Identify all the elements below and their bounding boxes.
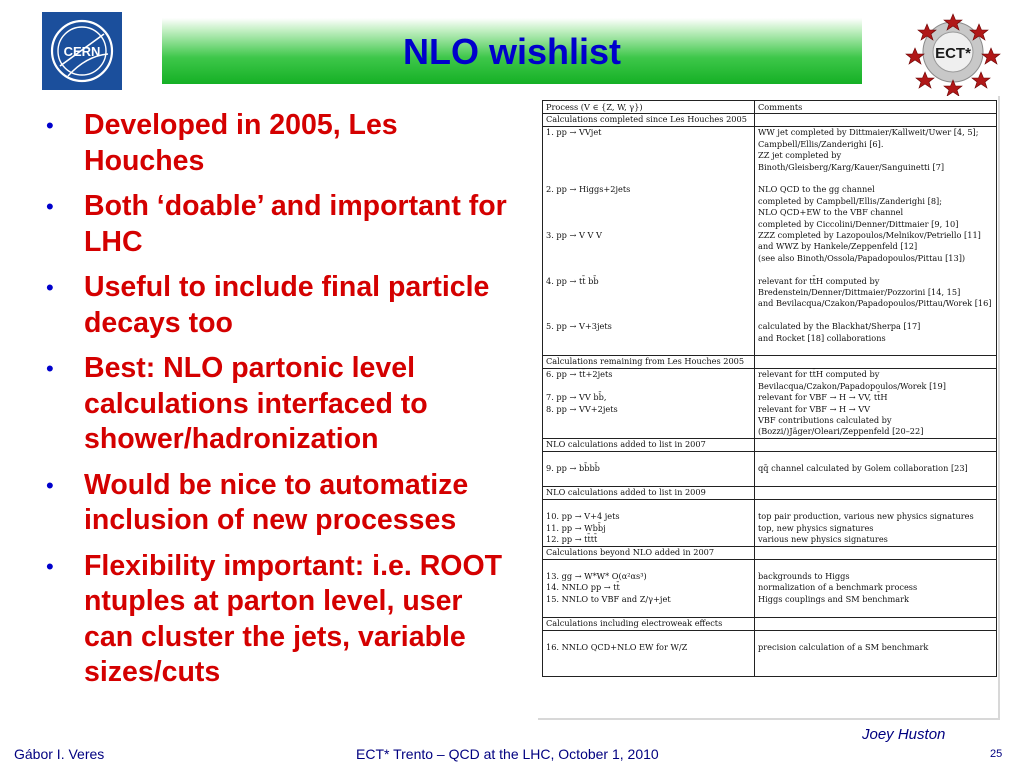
cell-line: relevant for tt̄H computed by (758, 369, 880, 380)
process-cell (543, 500, 755, 547)
comments-cell (755, 369, 997, 438)
section-title: Calculations beyond NLO added in 2007 (543, 546, 755, 559)
cell-line: WW jet completed by Dittmaier/Kallweit/Uwer [4, 5]; (758, 127, 979, 138)
bullet-item (44, 189, 514, 260)
bullet-text: Flexibility important: i.e. ROOT ntuples at parton level, user can cluster the jets, variable sizes/cuts (84, 549, 503, 688)
title-banner (162, 18, 862, 84)
blank-line (546, 415, 751, 426)
blank-line (758, 605, 993, 616)
cell-line: 10. pp → V+4 jets (546, 511, 620, 522)
blank-line (546, 196, 751, 207)
table-row (543, 500, 997, 547)
cell-line: completed by Ciccolini/Denner/Dittmaier [9, 10] (758, 218, 959, 229)
bullet-marker: • (46, 113, 54, 138)
section-empty-cell (755, 114, 997, 127)
footer-presenter: Gábor I. Veres (14, 746, 105, 762)
bullet-text: Best: NLO partonic level calculations interfaced to shower/hadronization (84, 352, 428, 455)
section-empty-cell (755, 487, 997, 500)
cell-line: and Bevilacqua/Czakon/Papadopoulos/Pittau/Worek [16] (758, 298, 992, 309)
cell-line: relevant for VBF → H → VV (758, 403, 871, 414)
cell-line: (Bozzi/)Jäger/Oleari/Zeppenfeld [20–22] (758, 426, 924, 437)
cell-line: Binoth/Gleisberg/Karg/Kauer/Sanguinetti [7] (758, 161, 945, 172)
cell-line: 6. pp → tt̄+2jets (546, 369, 613, 380)
process-cell (543, 276, 755, 322)
bullet-marker: • (46, 194, 54, 219)
blank-line (546, 500, 751, 511)
table-row (543, 276, 997, 322)
cell-line: Bredenstein/Denner/Dittmaier/Pozzorini [14, 15] (758, 287, 961, 298)
table-row (543, 184, 997, 230)
bullet-marker: • (46, 472, 54, 498)
blank-line (546, 150, 751, 161)
bullet-item (44, 468, 514, 539)
table-row (543, 451, 997, 486)
section-title: NLO calculations added to list in 2009 (543, 487, 755, 500)
author-credit: Joey Huston (862, 726, 946, 743)
bullet-marker: • (46, 356, 54, 381)
cern-logo-icon (46, 16, 118, 86)
cell-line: VBF contributions calculated by (758, 415, 892, 426)
blank-line (546, 219, 751, 230)
table-section-row (543, 356, 997, 369)
section-empty-cell (755, 546, 997, 559)
process-cell (543, 321, 755, 356)
bullet-item (44, 270, 514, 341)
blank-line (758, 310, 993, 321)
process-cell (543, 451, 755, 486)
section-empty-cell (755, 617, 997, 630)
blank-line (546, 605, 751, 616)
blank-line (546, 264, 751, 275)
process-cell (543, 369, 755, 438)
cell-line: 3. pp → V V V (546, 230, 602, 240)
blank-line (546, 253, 751, 264)
process-cell (543, 630, 755, 677)
cern-logo (42, 12, 122, 90)
ect-logo (905, 8, 1001, 96)
table-section-row (543, 114, 997, 127)
cell-line: NLO QCD+EW to the VBF channel (758, 207, 904, 218)
bullet-item (44, 108, 514, 179)
cell-line: precision calculation of a SM benchmark (758, 642, 929, 653)
comments-cell (755, 559, 997, 617)
cell-line: normalization of a benchmark process (758, 582, 918, 593)
table-row (543, 230, 997, 276)
wishlist-table-image (538, 96, 1000, 720)
cell-line: relevant for VBF → H → VV, tt̄H (758, 392, 888, 403)
cell-line: completed by Campbell/Ellis/Zanderighi [8]; (758, 195, 943, 206)
blank-line (546, 631, 751, 642)
blank-line (546, 560, 751, 571)
cell-line: 12. pp → tt̄tt̄ (546, 534, 598, 545)
blank-line (546, 381, 751, 392)
bullet-item (44, 351, 514, 458)
cell-line: 15. NNLO to VBF and Z/γ+jet (546, 593, 671, 604)
cell-line: backgrounds to Higgs (758, 571, 850, 582)
cell-line: 8. pp → VV+2jets (546, 403, 618, 414)
cell-line: top pair production, various new physics signatures (758, 511, 974, 522)
table-row (543, 559, 997, 617)
cell-line: 11. pp → Wbb̄j (546, 522, 606, 533)
cell-line: 16. NNLO QCD+NLO EW for W/Z (546, 642, 688, 653)
blank-line (546, 173, 751, 184)
bullet-text: Both ‘doable’ and important for LHC (84, 190, 507, 258)
blank-line (758, 631, 993, 642)
cell-line: 13. gg → W*W* O(α²αs³) (546, 571, 647, 582)
comments-cell (755, 500, 997, 547)
cern-logo-text: CERN (63, 44, 101, 59)
table-row (543, 127, 997, 184)
table-row (543, 369, 997, 438)
blank-line (546, 344, 751, 355)
blank-line (758, 264, 993, 275)
section-empty-cell (755, 356, 997, 369)
comments-cell (755, 630, 997, 677)
comments-cell (755, 127, 997, 184)
table-row (543, 630, 997, 677)
bullet-text: Developed in 2005, Les Houches (84, 109, 398, 177)
cell-line: 4. pp → tt̄ bb̄ (546, 275, 599, 286)
process-cell (543, 230, 755, 276)
wishlist-table (542, 100, 997, 677)
bullet-marker: • (46, 553, 54, 579)
cell-line: and Rocket [18] collaborations (758, 332, 886, 343)
comments-cell (755, 184, 997, 230)
table-row (543, 321, 997, 356)
blank-line (758, 665, 993, 676)
cell-line: various new physics signatures (758, 534, 888, 545)
cell-line: calculated by the Blackhat/Sherpa [17] (758, 321, 921, 332)
table-header-cell: Comments (755, 101, 997, 114)
process-cell (543, 127, 755, 184)
bullet-text: Useful to include final particle decays too (84, 271, 490, 339)
cell-line: top, new physics signatures (758, 522, 874, 533)
blank-line (546, 287, 751, 298)
blank-line (546, 333, 751, 344)
slide-title: NLO wishlist (402, 31, 622, 72)
blank-line (546, 665, 751, 676)
table-header-cell: Process (V ∈ {Z, W, γ}) (543, 101, 755, 114)
process-cell (543, 559, 755, 617)
table-section-row (543, 617, 997, 630)
page-number: 25 (990, 748, 1003, 760)
blank-line (546, 162, 751, 173)
cell-line: 9. pp → bb̄bb̄ (546, 463, 600, 474)
table-section-row (543, 487, 997, 500)
comments-cell (755, 451, 997, 486)
cell-line: NLO QCD to the gg channel (758, 184, 875, 195)
cell-line: 14. NNLO pp → tt̄ (546, 582, 620, 593)
blank-line (546, 653, 751, 664)
blank-line (546, 475, 751, 486)
ect-logo-text: ECT* (935, 45, 971, 62)
blank-line (546, 426, 751, 437)
table-section-row (543, 546, 997, 559)
blank-line (546, 452, 751, 463)
blank-line (758, 653, 993, 664)
blank-line (758, 452, 993, 463)
cell-line: Campbell/Ellis/Zanderighi [6]. (758, 138, 884, 149)
bullet-marker: • (46, 275, 54, 300)
bullet-item (44, 549, 514, 691)
bullet-list (44, 108, 514, 701)
table-header-row (543, 101, 997, 114)
blank-line (546, 298, 751, 309)
section-title: NLO calculations added to list in 2007 (543, 438, 755, 451)
cell-line: (see also Binoth/Ossola/Papadopoulos/Pittau [13]) (758, 252, 966, 263)
blank-line (758, 344, 993, 355)
blank-line (546, 139, 751, 150)
section-title: Calculations including electroweak effects (543, 617, 755, 630)
section-title: Calculations remaining from Les Houches 2005 (543, 356, 755, 369)
blank-line (758, 500, 993, 511)
cell-line: Bevilacqua/Czakon/Papadopoulos/Worek [19] (758, 380, 946, 391)
cell-line: Higgs couplings and SM benchmark (758, 593, 909, 604)
section-empty-cell (755, 438, 997, 451)
blank-line (546, 207, 751, 218)
cell-line: 2. pp → Higgs+2jets (546, 184, 631, 195)
blank-line (758, 475, 993, 486)
comments-cell (755, 230, 997, 276)
cell-line: 5. pp → V+3jets (546, 321, 612, 332)
cell-line: 7. pp → VV bb̄, (546, 392, 607, 403)
comments-cell (755, 276, 997, 322)
comments-cell (755, 321, 997, 356)
blank-line (546, 310, 751, 321)
table-section-row (543, 438, 997, 451)
process-cell (543, 184, 755, 230)
section-title: Calculations completed since Les Houches 2005 (543, 114, 755, 127)
blank-line (758, 560, 993, 571)
ect-star-ring-icon (905, 8, 1001, 96)
cell-line: qq̄ channel calculated by Golem collaboration [23] (758, 463, 968, 474)
cell-line: ZZZ completed by Lazopoulos/Melnikov/Petriello [11] (758, 230, 981, 240)
cell-line: relevant for tt̄H computed by (758, 275, 880, 286)
blank-line (546, 241, 751, 252)
footer-event: ECT* Trento – QCD at the LHC, October 1, 2010 (356, 746, 659, 762)
cell-line: ZZ jet completed by (758, 150, 842, 161)
cell-line: and WWZ by Hankele/Zeppenfeld [12] (758, 241, 918, 252)
bullet-text: Would be nice to automatize inclusion of new processes (84, 468, 469, 536)
cell-line: 1. pp → VVjet (546, 127, 602, 138)
